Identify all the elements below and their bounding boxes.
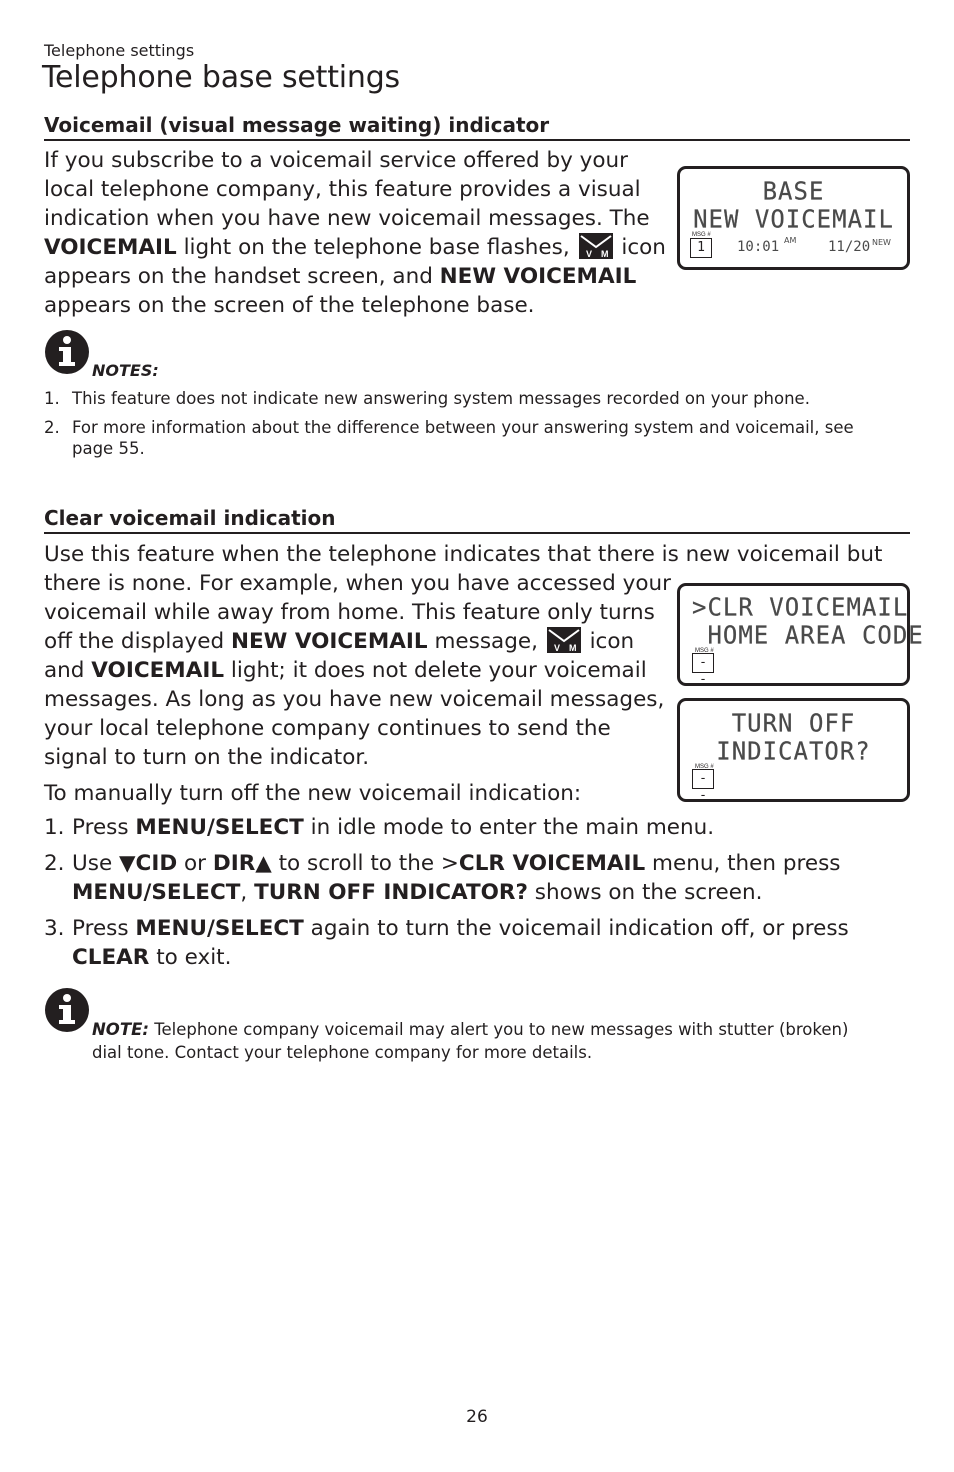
step-text: Press — [72, 815, 136, 840]
section-heading-clear-voicemail: Clear voicemail indication — [44, 506, 910, 534]
vm-icon-v: V — [553, 643, 560, 653]
step-text: again to turn the voicemail indication off, or press — [303, 916, 849, 941]
vm-icon-m: M — [600, 249, 609, 259]
step-text: Press — [72, 916, 136, 941]
lcd-time: 10:01 — [737, 239, 780, 255]
step-text: shows on the screen. — [527, 880, 763, 905]
step-number: 1. — [44, 815, 65, 840]
info-icon — [44, 329, 90, 375]
step-text: Use — [72, 851, 119, 876]
menu-clr-voicemail: CLR VOICEMAIL — [458, 851, 646, 876]
lcd-ampm: AM — [784, 236, 797, 245]
key-menu: MENU — [72, 880, 144, 905]
msg-count: - - — [692, 769, 714, 789]
para-line — [44, 262, 684, 291]
step-item — [44, 914, 910, 974]
section-heading-voicemail-indicator: Voicemail (visual message waiting) indicator — [44, 113, 910, 141]
para-text: message, — [427, 629, 545, 654]
key-menu: MENU — [135, 916, 207, 941]
key-select: /SELECT — [143, 880, 241, 905]
step-text: to exit. — [149, 945, 232, 970]
note-text: This feature does not indicate new answering system messages recorded on your phone. — [72, 389, 810, 408]
new-voicemail-bold: NEW VOICEMAIL — [230, 629, 428, 654]
key-select: SELECT — [214, 815, 304, 840]
key-select: /SELECT — [206, 916, 304, 941]
step-item — [44, 813, 910, 849]
lcd-turn-off-indicator — [677, 698, 910, 802]
step-item — [44, 849, 910, 914]
page-title: Telephone base settings — [42, 60, 400, 95]
para-line: signal to turn on the indicator. — [44, 745, 370, 770]
msg-count: - - — [692, 653, 714, 673]
vm-icon-v: V — [585, 249, 592, 259]
para-text: icon — [582, 629, 635, 654]
para-line: your local telephone company continues to send the — [44, 716, 611, 741]
page-number: 26 — [466, 1407, 488, 1427]
msg-label: MSG # — [692, 232, 711, 238]
key-menu: MENU/ — [135, 815, 215, 840]
voicemail-envelope-icon — [547, 627, 581, 653]
msg-count: 1 — [690, 238, 712, 258]
para-line: indication when you have new voicemail messages. The — [44, 206, 650, 231]
turn-off-indicator-text: TURN OFF INDICATOR? — [254, 880, 528, 905]
section1-paragraph — [44, 146, 684, 320]
lcd-clr-voicemail — [677, 583, 924, 687]
para-line: local telephone company, this feature provides a visual — [44, 177, 641, 202]
para-text: off the displayed — [44, 629, 231, 654]
lcd-line1: BASE — [762, 176, 825, 206]
step-text: or — [177, 851, 213, 876]
voicemail-bold: VOICEMAIL — [44, 235, 177, 260]
key-clear: CLEAR — [72, 945, 150, 970]
msg-label: MSG # — [695, 648, 714, 654]
step-text: to scroll to the > — [271, 851, 459, 876]
para-line: If you subscribe to a voicemail service offered by your — [44, 148, 628, 173]
para-text: appears on the handset screen, and — [44, 264, 440, 289]
para-line: appears on the screen of the telephone base. — [44, 293, 535, 318]
notes-list — [44, 388, 910, 458]
note-text: dial tone. Contact your telephone company for more details. — [92, 1043, 593, 1062]
lcd-base-new-voicemail — [677, 166, 910, 270]
note-block — [92, 1018, 910, 1064]
step-text: in idle mode to enter the main menu. — [303, 815, 715, 840]
para-text: light; it does not delete your voicemail — [224, 658, 647, 683]
note-text: Telephone company voicemail may alert you to new messages with stutter (broken) — [148, 1020, 849, 1039]
para-line: voicemail while away from home. This feature only turns — [44, 600, 655, 625]
vm-icon-m: M — [568, 643, 577, 653]
lcd-line2: INDICATOR? — [716, 736, 871, 766]
running-header: Telephone settings — [44, 41, 195, 60]
para-line: Use this feature when the telephone indicates that there is new voicemail but — [44, 542, 883, 567]
note-text: page 55. — [72, 439, 145, 458]
lcd-line2: HOME AREA CODE — [692, 620, 924, 650]
para-text: light on the telephone base flashes, — [176, 235, 577, 260]
key-dir: DIR▲ — [212, 851, 272, 876]
step-number: 3. — [44, 916, 65, 941]
voicemail-bold: VOICEMAIL — [91, 658, 225, 683]
key-cid: ▼CID — [119, 851, 178, 876]
voicemail-envelope-icon — [579, 233, 613, 259]
step-text: menu, then press — [645, 851, 841, 876]
step-text: , — [240, 880, 255, 905]
notes-label: NOTES: — [92, 361, 159, 380]
lcd-line1: >CLR VOICEMAIL — [692, 592, 909, 622]
para-line: To manually turn off the new voicemail indication: — [44, 781, 582, 806]
lcd-new-label: NEW — [872, 238, 891, 247]
new-voicemail-bold: NEW VOICEMAIL — [439, 264, 637, 289]
steps-list — [44, 813, 910, 974]
para-text: and — [44, 658, 92, 683]
info-icon — [44, 987, 90, 1033]
lcd-date: 11/20 — [828, 239, 871, 255]
para-line — [44, 233, 684, 262]
note-number: 2. — [44, 418, 60, 437]
note-text: For more information about the difference between your answering system and voicemail, see — [72, 418, 854, 437]
note-label: NOTE: — [92, 1020, 149, 1039]
note-number: 1. — [44, 389, 60, 408]
para-line: there is none. For example, when you have accessed your — [44, 571, 671, 596]
lcd-line2: NEW VOICEMAIL — [693, 204, 894, 234]
para-line: messages. As long as you have new voicemail messages, — [44, 687, 665, 712]
lcd-line1: TURN OFF — [731, 708, 856, 738]
msg-label: MSG # — [695, 764, 714, 770]
step-number: 2. — [44, 851, 65, 876]
para-text: icon — [614, 235, 666, 260]
